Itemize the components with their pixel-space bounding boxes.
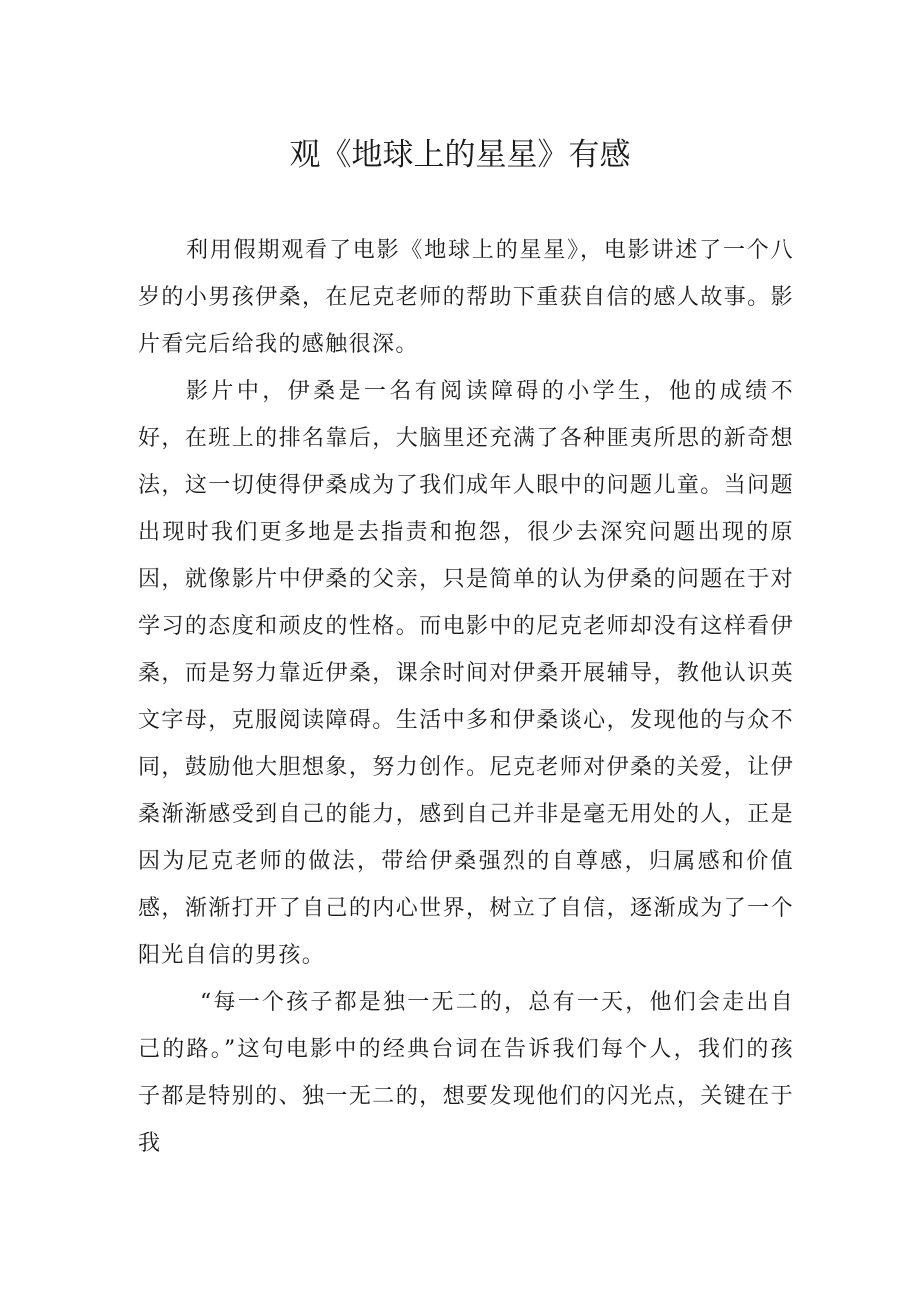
document-body bbox=[138, 227, 794, 1167]
document-title: 观《地球上的星星》有感 bbox=[289, 137, 631, 173]
paragraph-story: 影片中，伊桑是一名有阅读障碍的小学生，他的成绩不好，在班上的排名靠后，大脑里还充满了各种匪夷所思的新奇想法，这一切使得伊桑成为了我们成年人眼中的问题儿童。当问题出现时我们更多地是去指责和抱怨，很少去深究问题出现的原因，就像影片中伊桑的父亲，只是简单的认为伊桑的问题在于对学习的态度和顽皮的性格。而电影中的尼克老师却没有这样看伊桑，而是努力靠近伊桑，课余时间对伊桑开展辅导，教他认识英文字母，克服阅读障碍。生活中多和伊桑谈心，发现他的与众不同，鼓励他大胆想象，努力创作。尼克老师对伊桑的关爱，让伊桑渐渐感受到自己的能力，感到自己并非是毫无用处的人，正是因为尼克老师的做法，带给伊桑强烈的自尊感，归属感和价值感，渐渐打开了自己的内心世界，树立了自信，逐渐成为了一个阳光自信的男孩。 bbox=[138, 379, 794, 968]
paragraph-quote: “每一个孩子都是独一无二的，总有一天，他们会走出自己的路。”这句电影中的经典台词在告诉我们每个人，我们的孩子都是特别的、独一无二的，想要发现他们的闪光点，关键在于我 bbox=[138, 990, 794, 1156]
paragraph-intro: 利用假期观看了电影《地球上的星星》，电影讲述了一个八岁的小男孩伊桑，在尼克老师的帮助下重获自信的感人故事。影片看完后给我的感触很深。 bbox=[138, 238, 794, 357]
